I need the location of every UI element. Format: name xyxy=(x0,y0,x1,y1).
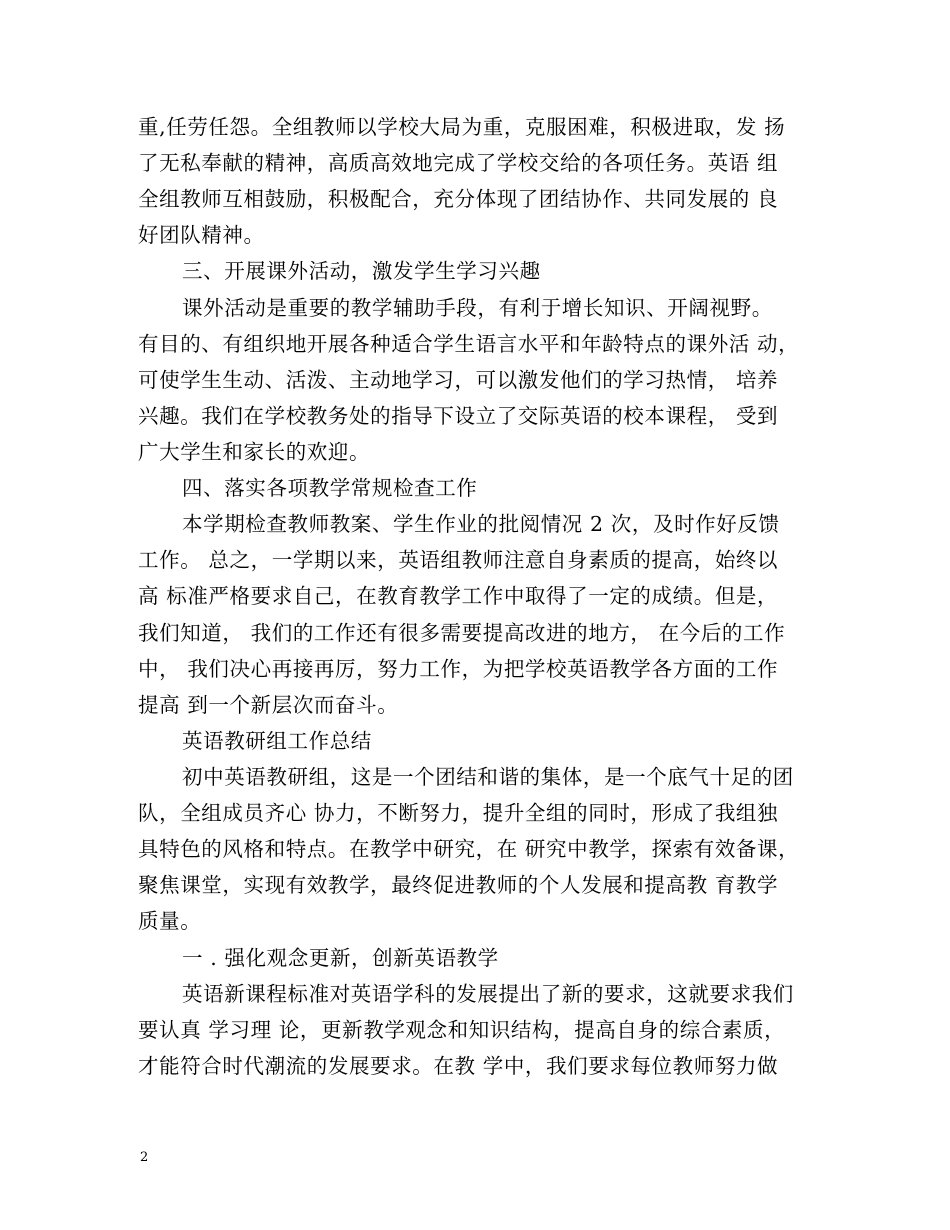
text-line: 好团队精神。 xyxy=(138,223,265,247)
text-line: 工作。 总之，一学期以来，英语组教师注意自身素质的提高，始终以 xyxy=(138,548,779,572)
text-line: 全组教师互相鼓励，积极配合，充分体现了团结协作、共同发展的 良 xyxy=(138,187,779,211)
text-line: 质量。 xyxy=(138,909,202,933)
text-line: 要认真 学习理 论，更新教学观念和知识结构，提高自身的综合素质， xyxy=(138,1018,786,1042)
text-line: 兴趣。我们在学校教务处的指导下设立了交际英语的校本课程， 受到 xyxy=(138,404,779,428)
text-line: 本学期检查教师教案、学生作业的批阅情况 2 次，及时作好反馈 xyxy=(182,512,780,536)
text-line: 了无私奉献的精神，高质高效地完成了学校交给的各项任务。英语 组 xyxy=(138,151,779,175)
text-line: 有目的、有组织地开展各种适合学生语言水平和年龄特点的课外活 动， xyxy=(138,332,800,356)
text-line: 初中英语教研组，这是一个团结和谐的集体，是一个底气十足的团 xyxy=(182,765,794,789)
text-line: 英语新课程标准对英语学科的发展提出了新的要求，这就要求我们 xyxy=(182,982,794,1006)
text-line: 重,任劳任怨。全组教师以学校大局为重，克服困难，积极进取，发 扬 xyxy=(138,115,786,139)
text-line: 聚焦课堂，实现有效教学，最终促进教师的个人发展和提高教 育教学 xyxy=(138,873,779,897)
text-line: 队，全组成员齐心 协力，不断努力，提升全组的同时，形成了我组独 xyxy=(138,801,779,825)
text-line: 高 标准严格要求自己，在教育教学工作中取得了一定的成绩。但是， xyxy=(138,584,779,608)
text-line: 具特色的风格和特点。在教学中研究，在 研究中教学，探索有效备课， xyxy=(138,837,800,861)
text-line: 可使学生生动、活泼、主动地学习，可以激发他们的学习热情， 培养 xyxy=(138,368,779,392)
section-heading: 四、落实各项教学常规检查工作 xyxy=(182,476,478,500)
document-title: 英语教研组工作总结 xyxy=(182,729,372,753)
text-line: 提高 到一个新层次而奋斗。 xyxy=(138,693,399,717)
text-line: 才能符合时代潮流的发展要求。在教 学中，我们要求每位教师努力做 xyxy=(138,1054,779,1078)
section-heading: 三、开展课外活动，激发学生学习兴趣 xyxy=(182,259,541,283)
text-line: 课外活动是重要的教学辅助手段，有利于增长知识、开阔视野。 xyxy=(182,296,773,320)
text-line: 中， 我们决心再接再厉，努力工作，为把学校英语教学各方面的工作 xyxy=(138,657,779,681)
text-line: 我们知道， 我们的工作还有很多需要提高改进的地方， 在今后的工作 xyxy=(138,621,786,645)
page-number: 2 xyxy=(140,1150,149,1165)
text-line: 广大学生和家长的欢迎。 xyxy=(138,440,371,464)
section-heading: 一 . 强化观念更新，创新英语教学 xyxy=(182,946,499,970)
